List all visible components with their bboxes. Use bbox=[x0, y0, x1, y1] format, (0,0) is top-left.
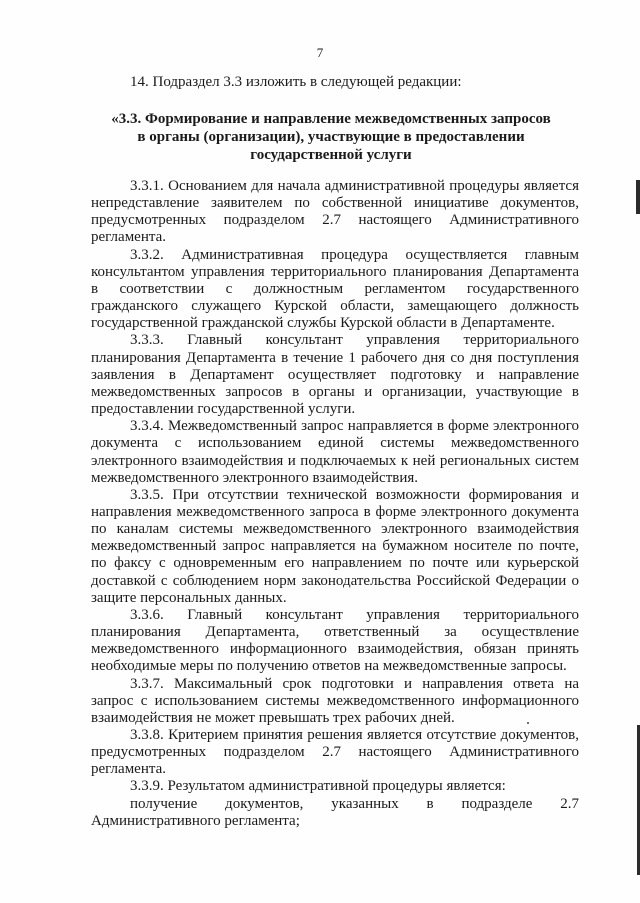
heading-line-3: государственной услуги bbox=[250, 147, 412, 163]
paragraph-3-3-9: 3.3.9. Результатом административной процедуры является: bbox=[130, 778, 506, 795]
paragraph-3-3-7: 3.3.7. Максимальный срок подготовки и направления ответа на запрос с использованием системы межведомственного информационного взаимодействия не может превышать трех рабочих дней. bbox=[91, 675, 579, 726]
intro-line: 14. Подраздел 3.3 изложить в следующей редакции: bbox=[130, 74, 462, 90]
paragraph-3-3-6: 3.3.6. Главный консультант управления территориального планирования Департамента, ответственный за осуществление межведомственного информационного взаимодействия, обязан принять необходимые меры по получению ответов на межведомственные запросы. bbox=[91, 606, 579, 675]
heading-line-1: «3.3. Формирование и направление межведомственных запросов bbox=[111, 111, 551, 127]
scan-edge-mark-top bbox=[636, 180, 640, 214]
paragraph-3-3-4: 3.3.4. Межведомственный запрос направляется в форме электронного документа с использованием единой системы межведомственного электронного взаимодействия и подключаемых к ней региональных систем межведомственного электронного взаимодействия. bbox=[91, 418, 579, 486]
section-heading bbox=[86, 110, 576, 164]
paragraph-3-3-5: 3.3.5. При отсутствии технической возможности формирования и направления межведомственного запроса в форме электронного документа по каналам системы межведомственного электронного взаимодействия межведомственный запрос направляется на бумажном носителе по почте, по факсу с одновременным его направлением по почте или курьерской доставкой с соблюдением норм законодательства Российской Федерации о защите персональных данных. bbox=[91, 486, 579, 606]
paragraph-3-3-2: 3.3.2. Административная процедура осуществляется главным консультантом управления территориального планирования Департамента в соответствии с должностным регламентом государственного гражданского служащего Курской области, замещающего должность государственной гражданской службы Курской области в Департаменте. bbox=[91, 246, 579, 332]
document-body bbox=[91, 178, 579, 830]
paragraph-3-3-3: 3.3.3. Главный консультант управления территориального планирования Департамента в течение 1 рабочего дня со дня поступления заявления в Департамент осуществляет подготовку и направление межведомственных запросов в органы и организации, участвующие в предоставлении государственной услуги. bbox=[91, 332, 579, 418]
heading-line-2: в органы (организации), участвующие в предоставлении bbox=[137, 129, 525, 145]
paragraph-3-3-8: 3.3.8. Критерием принятия решения является отсутствие документов, предусмотренных подразделом 2.7 настоящего Административного регламента. bbox=[91, 727, 579, 778]
paragraph-3-3-1: 3.3.1. Основанием для начала административной процедуры является непредставление заявителем по собственной инициативе документов, предусмотренных подразделом 2.7 настоящего Административного регламента. bbox=[91, 178, 579, 246]
paragraph-result-item: получение документов, указанных в подразделе 2.7 Административного регламента; bbox=[91, 795, 579, 829]
page-number: 7 bbox=[316, 45, 324, 60]
scan-speck bbox=[527, 722, 529, 724]
